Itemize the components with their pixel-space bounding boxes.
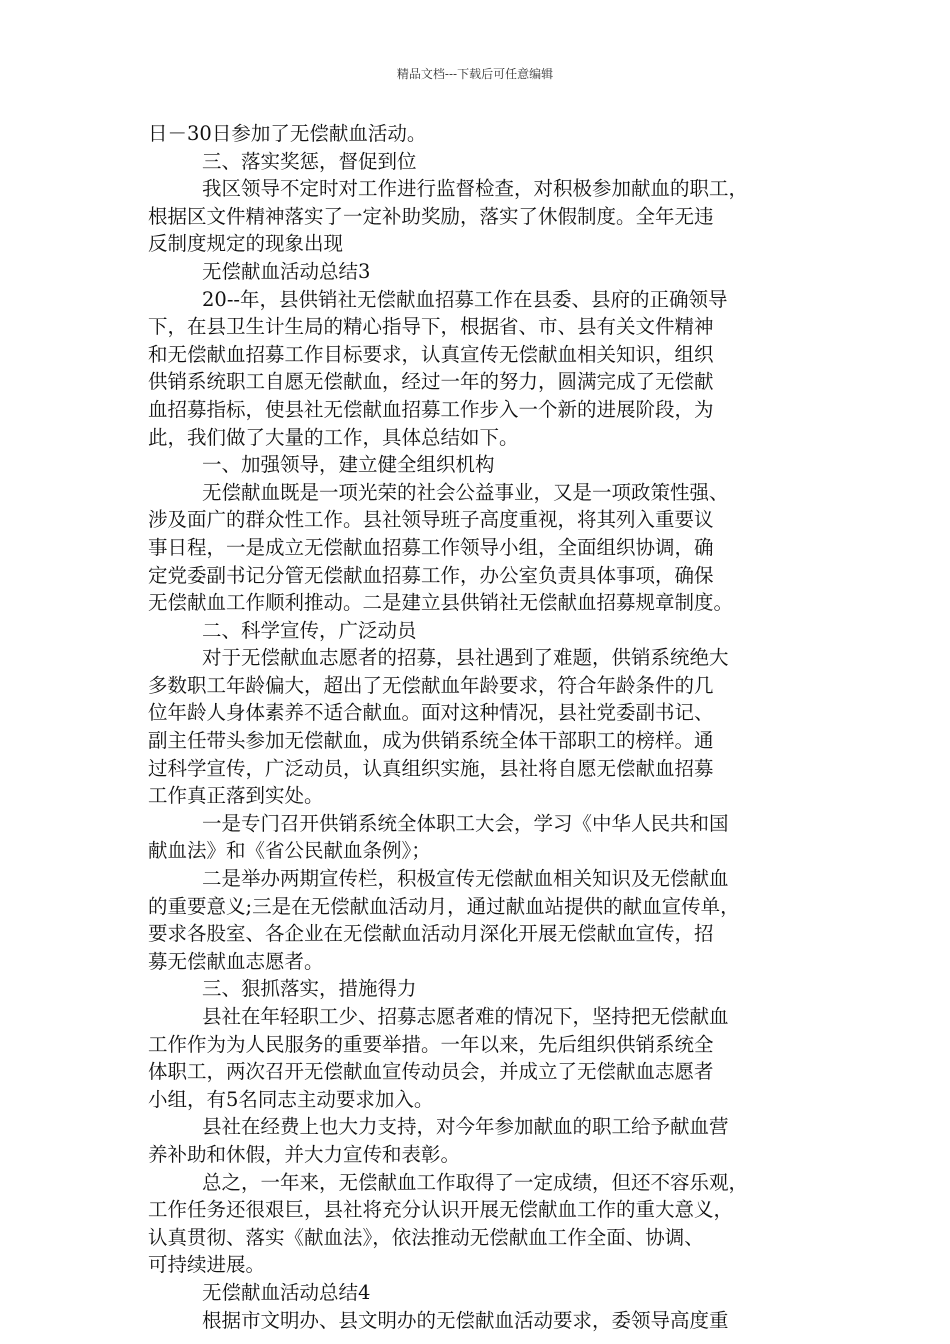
text-line: 可持续进展。	[148, 1253, 266, 1277]
text-line: 工作真正落到实处。	[148, 784, 324, 808]
text-line: 无偿献血工作顺利推动。二是建立县供销社无偿献血招募规章制度。	[148, 591, 734, 615]
text-line: 多数职工年龄偏大，超出了无偿献血年龄要求，符合年龄条件的几	[148, 673, 714, 697]
text-line: 三、落实奖惩，督促到位	[202, 149, 417, 173]
text-line: 下，在县卫生计生局的精心指导下，根据省、市、县有关文件精神	[148, 315, 714, 339]
text-line: 无偿献血活动总结4	[202, 1280, 371, 1304]
text-line: 的重要意义;三是在无偿献血活动月，通过献血站提供的献血宣传单，	[148, 894, 740, 918]
text-line: 三、狠抓落实，措施得力	[202, 977, 417, 1001]
text-line: 无偿献血活动总结3	[202, 259, 371, 283]
text-line: 二、科学宣传，广泛动员	[202, 618, 417, 642]
text-line: 小组，有5名同志主动要求加入。	[148, 1087, 434, 1111]
text-line: 供销系统职工自愿无偿献血，经过一年的努力，圆满完成了无偿献	[148, 370, 714, 394]
text-line: 我区领导不定时对工作进行监督检查，对积极参加献血的职工，	[202, 177, 749, 201]
text-line: 总之，一年来，无偿献血工作取得了一定成绩，但还不容乐观，	[202, 1170, 749, 1194]
text-line: 体职工，两次召开无偿献血宣传动员会，并成立了无偿献血志愿者	[148, 1060, 714, 1084]
text-line: 过科学宣传，广泛动员，认真组织实施，县社将自愿无偿献血招募	[148, 756, 714, 780]
text-line: 县社在经费上也大力支持，对今年参加献血的职工给予献血营	[202, 1115, 729, 1139]
text-line: 一是专门召开供销系统全体职工大会，学习《中华人民共和国	[202, 811, 729, 835]
text-line: 事日程，一是成立无偿献血招募工作领导小组，全面组织协调，确	[148, 535, 714, 559]
text-line: 无偿献血既是一项光荣的社会公益事业，又是一项政策性强、	[202, 480, 729, 504]
text-line: 县社在年轻职工少、招募志愿者难的情况下，坚持把无偿献血	[202, 1005, 729, 1028]
text-line: 副主任带头参加无偿献血，成为供销系统全体干部职工的榜样。通	[148, 729, 714, 753]
text-line: 认真贯彻、落实《献血法》，依法推动无偿献血工作全面、协调、	[148, 1225, 704, 1249]
text-line: 献血法》和《省公民献血条例》；	[148, 839, 431, 863]
page-header: 精品文档---下载后可任意编辑	[396, 67, 554, 81]
text-line: 要求各股室、各企业在无偿献血活动月深化开展无偿献血宣传，招	[148, 922, 714, 946]
text-line: 工作作为为人民服务的重要举措。一年以来，先后组织供销系统全	[148, 1032, 714, 1056]
text-line: 工作任务还很艰巨，县社将充分认识开展无偿献血工作的重大意义，	[148, 1198, 734, 1222]
text-line: 此，我们做了大量的工作，具体总结如下。	[148, 425, 519, 449]
text-line: 一、加强领导，建立健全组织机构	[202, 453, 495, 477]
text-line: 20--年，县供销社无偿献血招募工作在县委、县府的正确领导	[202, 287, 728, 311]
text-line: 对于无偿献血志愿者的招募，县社遇到了难题，供销系统绝大	[202, 646, 729, 670]
text-line: 血招募指标，使县社无偿献血招募工作步入一个新的进展阶段，为	[148, 397, 714, 421]
document-body	[148, 120, 812, 1334]
text-line: 日－30日参加了无偿献血活动。	[148, 122, 427, 145]
text-line: 二是举办两期宣传栏，积极宣传无偿献血相关知识及无偿献血	[202, 867, 729, 891]
text-line: 和无偿献血招募工作目标要求，认真宣传无偿献血相关知识，组织	[148, 342, 714, 366]
text-line: 根据区文件精神落实了一定补助奖励，落实了休假制度。全年无违	[148, 204, 714, 228]
text-line: 涉及面广的群众性工作。县社领导班子高度重视，将其列入重要议	[148, 508, 714, 532]
text-line: 反制度规定的现象出现	[148, 232, 344, 256]
text-line: 根据市文明办、县文明办的无偿献血活动要求，委领导高度重	[202, 1308, 729, 1332]
text-line: 定党委副书记分管无偿献血招募工作，办公室负责具体事项，确保	[148, 563, 714, 587]
text-line: 募无偿献血志愿者。	[148, 949, 324, 973]
text-line: 位年龄人身体素养不适合献血。面对这种情况，县社党委副书记、	[148, 701, 714, 725]
text-line: 养补助和休假，并大力宣传和表彰。	[148, 1142, 461, 1166]
